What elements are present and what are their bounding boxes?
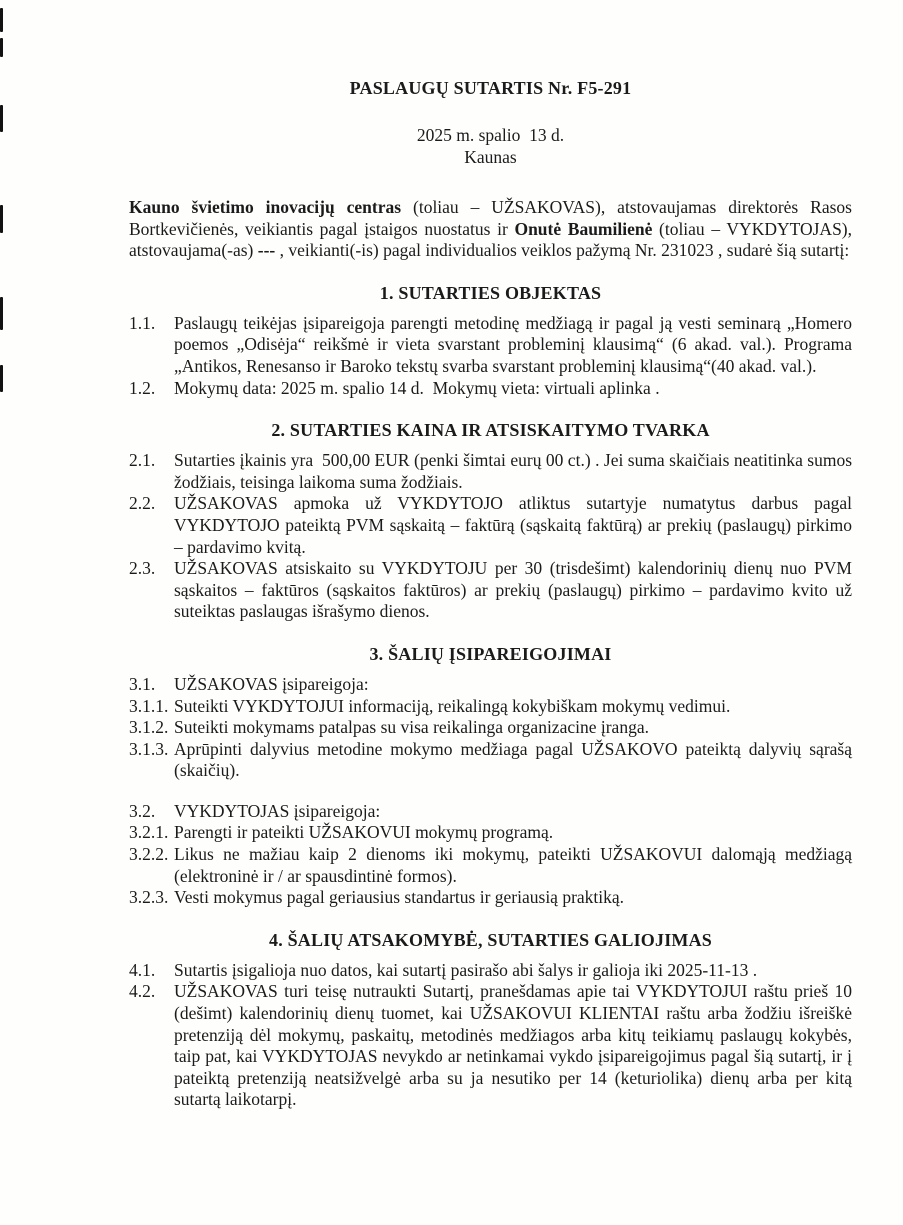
- clause-number: 3.2.3.: [129, 887, 169, 908]
- clause-text: UŽSAKOVAS įsipareigoja:: [174, 673, 369, 694]
- clause-text: UŽSAKOVAS atsiskaito su VYKDYTOJU per 30 (trisdešimt) kalendorinių dienų nuo PVM sąskaitos – faktūros (sąskaitos faktūros) ar prekių (paslaugų) pirkimo – pardavimo kvito už suteiktas paslaugas išrašymo dienos.: [174, 558, 852, 622]
- clause-4-2: [129, 981, 852, 1111]
- intro-paragraph: [129, 197, 852, 262]
- clause-2-3: [129, 558, 852, 623]
- intro-separator: ---: [257, 240, 276, 261]
- intro-text: , veikianti(-is) pagal individualios veiklos pažymą Nr. 231023 , sudarė šią sutartį:: [275, 240, 850, 261]
- clause-text: Suteikti VYKDYTOJUI informaciją, reikalingą kokybiškam mokymų vedimui.: [174, 695, 731, 716]
- section-2: [129, 420, 852, 623]
- client-name: Kauno švietimo inovacijų centras: [129, 197, 402, 217]
- clause-3-1-2: [129, 717, 852, 739]
- clause-number: 3.1.2.: [129, 717, 169, 738]
- intro-text: (toliau – UŽSAKOVAS), atstovaujamas direktorės Rasos Bortkevičienės, veikiantis pagal įstaigos nuostatus ir: [129, 197, 852, 239]
- scan-artifact-segment: [0, 365, 3, 392]
- clause-3-2: [129, 801, 852, 823]
- clause-number: 2.3.: [129, 558, 156, 579]
- clause-3-1-1: [129, 696, 852, 718]
- scan-artifact-segment: [0, 105, 3, 132]
- clause-3-2-1: [129, 822, 852, 844]
- clause-1-1: [129, 313, 852, 378]
- clause-text: Aprūpinti dalyvius metodine mokymo medžiaga pagal UŽSAKOVO pateiktą dalyvių sąrašą (skaičių).: [174, 738, 852, 781]
- document-title: PASLAUGŲ SUTARTIS Nr. F5-291: [349, 78, 632, 98]
- clause-3-2-3: [129, 887, 852, 909]
- clause-4-1: [129, 960, 852, 982]
- clause-number: 3.2.2.: [129, 844, 169, 865]
- section-1-heading: 1. SUTARTIES OBJEKTAS: [379, 282, 602, 303]
- clause-number: 4.1.: [129, 959, 156, 980]
- clause-text: Sutarties įkainis yra 500,00 EUR (penki šimtai eurų 00 ct.) . Jei suma skaičiais neatitinka sumos žodžiais, teisinga laikoma suma žodžiais.: [174, 450, 852, 492]
- scan-artifact-bar: [0, 0, 6, 1225]
- section-2-heading: 2. SUTARTIES KAINA IR ATSISKAITYMO TVARKA: [271, 420, 710, 441]
- scan-artifact-segment: [0, 38, 3, 57]
- clause-number: 2.1.: [129, 450, 156, 471]
- clause-1-2: [129, 378, 852, 400]
- clause-number: 3.1.3.: [129, 738, 169, 759]
- clause-number: 3.1.1.: [129, 695, 169, 716]
- clause-3-1: [129, 674, 852, 696]
- clause-3-2-2: [129, 844, 852, 887]
- clause-text: Vesti mokymus pagal geriausius standartus ir geriausią praktiką.: [174, 887, 625, 908]
- clause-number: 3.2.: [129, 800, 156, 821]
- scan-artifact-segment: [0, 297, 3, 330]
- clause-text: UŽSAKOVAS apmoka už VYKDYTOJO atliktus sutartyje numatytus darbus pagal VYKDYTOJO pateiktą PVM sąskaitą – faktūrą (sąskaitą faktūrą) ar prekių (paslaugų) pirkimo – pardavimo kvitą.: [174, 493, 852, 557]
- section-4-heading: 4. ŠALIŲ ATSAKOMYBĖ, SUTARTIES GALIOJIMAS: [269, 929, 712, 950]
- clause-text: Mokymų data: 2025 m. spalio 14 d. Mokymų vieta: virtuali aplinka .: [174, 377, 660, 398]
- section-3: [129, 644, 852, 909]
- clause-text: VYKDYTOJAS įsipareigoja:: [174, 800, 381, 821]
- clause-text: Sutartis įsigalioja nuo datos, kai sutartį pasirašo abi šalys ir galioja iki 2025-11-13 .: [174, 959, 758, 980]
- clause-text: Parengti ir pateikti UŽSAKOVUI mokymų programą.: [174, 822, 554, 843]
- clause-number: 3.2.1.: [129, 822, 169, 843]
- clause-number: 1.1.: [129, 312, 156, 333]
- scan-artifact-segment: [0, 8, 3, 32]
- contractor-name: Onutė Baumilienė: [514, 218, 653, 239]
- section-3-heading: 3. ŠALIŲ ĮSIPAREIGOJIMAI: [369, 643, 612, 664]
- clause-2-1: [129, 450, 852, 493]
- clause-number: 2.2.: [129, 493, 156, 514]
- clause-text: Suteikti mokymams patalpas su visa reikalinga organizacine įranga.: [174, 717, 649, 738]
- clause-number: 4.2.: [129, 981, 156, 1002]
- clause-number: 1.2.: [129, 377, 156, 398]
- document-date: 2025 m. spalio 13 d.: [416, 125, 565, 145]
- document-city: Kaunas: [464, 147, 517, 167]
- scan-artifact-segment: [0, 205, 3, 233]
- intro-text: (toliau – VYKDYTOJAS), atstovaujama(-as): [129, 218, 852, 261]
- section-4: [129, 930, 852, 1111]
- clause-3-1-3: [129, 739, 852, 782]
- clause-2-2: [129, 493, 852, 558]
- section-1: [129, 283, 852, 399]
- clause-text: UŽSAKOVAS turi teisę nutraukti Sutartį, pranešdamas apie tai VYKDYTOJUI raštu prieš 10 (dešimt) kalendorinių dienų tuomet, kai UŽSAKOVUI KLIENTAI raštu arba žodžiu išreiškė pretenziją dėl mokymų, paskaitų, metodinės medžiagos arba kitų teikiamų paslaugų kokybės, taip pat, kai VYKDYTOJAS nevykdo ar netinkamai vykdo įsipareigojimus pagal šią sutartį, ir į pateiktą pretenziją neatsižvelgė arba su ja nesutiko per 14 (keturiolika) dienų arba per kitą sutartą laikotarpį.: [174, 981, 852, 1110]
- clause-number: 3.1.: [129, 673, 156, 694]
- clause-text: Paslaugų teikėjas įsipareigoja parengti metodinę medžiagą ir pagal ją vesti seminarą „Homero poemos „Odisėja“ reikšmė ir vieta svarstant probleminį klausimą“ (6 akad. val.). Programa „Antikos, Renesanso ir Baroko tekstų svarba svarstant probleminį klausimą“(40 akad. val.).: [174, 312, 852, 376]
- clause-text: Likus ne mažiau kaip 2 dienoms iki mokymų, pateikti UŽSAKOVUI dalomąją medžiagą (elektroninė ir / ar spausdintinė formos).: [174, 844, 852, 886]
